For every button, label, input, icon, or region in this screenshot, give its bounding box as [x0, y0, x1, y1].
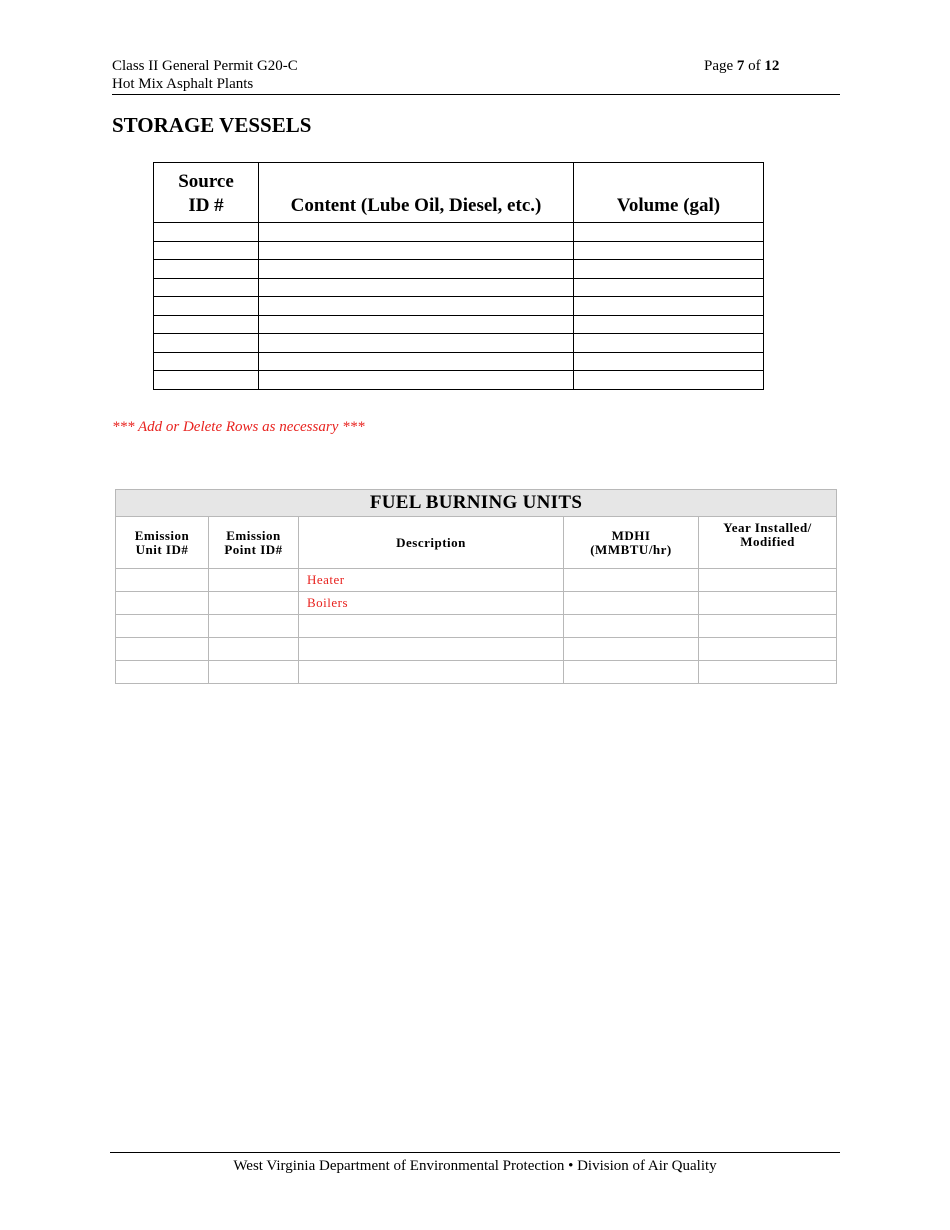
description-cell[interactable]	[299, 615, 564, 638]
emission-unit-cell[interactable]	[116, 661, 209, 684]
year-cell[interactable]	[699, 569, 837, 592]
source-id-cell[interactable]	[154, 297, 259, 316]
emission-point-cell[interactable]	[209, 661, 299, 684]
content-cell[interactable]	[259, 297, 574, 316]
table-row	[154, 260, 764, 279]
mdhi-cell[interactable]	[564, 615, 699, 638]
content-cell[interactable]	[259, 260, 574, 279]
volume-cell[interactable]	[574, 260, 764, 279]
storage-header-row	[154, 163, 764, 223]
source-id-cell[interactable]	[154, 371, 259, 390]
emission-point-cell[interactable]	[209, 638, 299, 661]
footer-text: West Virginia Department of Environmental Protection • Division of Air Quality	[233, 1158, 717, 1174]
source-id-cell[interactable]	[154, 278, 259, 297]
emission-unit-cell[interactable]	[116, 592, 209, 615]
mdhi-cell[interactable]	[564, 592, 699, 615]
col-source-id: Source ID #	[154, 163, 259, 223]
fuel-title-row	[116, 490, 837, 517]
source-id-cell[interactable]	[154, 241, 259, 260]
emission-point-cell[interactable]	[209, 592, 299, 615]
page-total: 12	[764, 58, 780, 74]
emission-point-cell[interactable]	[209, 615, 299, 638]
table-row	[116, 592, 837, 615]
table-row	[154, 223, 764, 242]
mdhi-cell[interactable]	[564, 569, 699, 592]
year-cell[interactable]	[699, 615, 837, 638]
content-cell[interactable]	[259, 371, 574, 390]
table-row	[154, 315, 764, 334]
table-row	[154, 297, 764, 316]
volume-cell[interactable]	[574, 334, 764, 353]
fuel-burning-units-table	[115, 489, 837, 684]
volume-cell[interactable]	[574, 278, 764, 297]
description-cell[interactable]: Boilers	[299, 592, 564, 615]
volume-cell[interactable]	[574, 223, 764, 242]
content-cell[interactable]	[259, 223, 574, 242]
permit-subtitle: Hot Mix Asphalt Plants	[112, 76, 254, 92]
mdhi-cell[interactable]	[564, 638, 699, 661]
volume-cell[interactable]	[574, 241, 764, 260]
table-row	[116, 569, 837, 592]
mdhi-cell[interactable]	[564, 661, 699, 684]
page-label: Page	[704, 58, 737, 74]
col-emission-point-id: Emission Point ID#	[209, 517, 299, 569]
page-number	[704, 57, 779, 75]
page-of: of	[744, 58, 765, 74]
source-id-cell[interactable]	[154, 334, 259, 353]
table-row	[154, 241, 764, 260]
page-footer	[110, 1152, 840, 1175]
fuel-header-row	[116, 517, 837, 569]
volume-cell[interactable]	[574, 315, 764, 334]
source-id-cell[interactable]	[154, 260, 259, 279]
page-header	[112, 57, 840, 95]
content-cell[interactable]	[259, 241, 574, 260]
year-cell[interactable]	[699, 661, 837, 684]
storage-vessels-table	[153, 162, 764, 390]
source-id-cell[interactable]	[154, 352, 259, 371]
emission-unit-cell[interactable]	[116, 569, 209, 592]
col-mdhi: MDHI (MMBTU/hr)	[564, 517, 699, 569]
storage-vessels-title: STORAGE VESSELS	[112, 113, 312, 137]
table-row	[116, 638, 837, 661]
table-row	[154, 278, 764, 297]
year-cell[interactable]	[699, 592, 837, 615]
table-row	[116, 615, 837, 638]
description-cell[interactable]	[299, 638, 564, 661]
col-content: Content (Lube Oil, Diesel, etc.)	[259, 163, 574, 223]
source-id-cell[interactable]	[154, 315, 259, 334]
content-cell[interactable]	[259, 352, 574, 371]
table-row	[116, 661, 837, 684]
table-row	[154, 371, 764, 390]
description-cell[interactable]: Heater	[299, 569, 564, 592]
emission-point-cell[interactable]	[209, 569, 299, 592]
permit-title	[112, 57, 298, 93]
source-id-cell[interactable]	[154, 223, 259, 242]
emission-unit-cell[interactable]	[116, 638, 209, 661]
page-current: 7	[736, 58, 745, 74]
description-cell[interactable]	[299, 661, 564, 684]
col-year-installed: Year Installed/ Modified	[699, 517, 837, 569]
volume-cell[interactable]	[574, 371, 764, 390]
permit-name: Class II General Permit G20-C	[112, 58, 298, 74]
table-row	[154, 352, 764, 371]
col-volume: Volume (gal)	[574, 163, 764, 223]
emission-unit-cell[interactable]	[116, 615, 209, 638]
year-cell[interactable]	[699, 638, 837, 661]
col-description: Description	[299, 517, 564, 569]
table-row	[154, 334, 764, 353]
add-delete-rows-note: *** Add or Delete Rows as necessary ***	[112, 419, 365, 435]
fuel-burning-units-title: FUEL BURNING UNITS	[116, 490, 837, 517]
content-cell[interactable]	[259, 278, 574, 297]
content-cell[interactable]	[259, 315, 574, 334]
volume-cell[interactable]	[574, 352, 764, 371]
col-emission-unit-id: Emission Unit ID#	[116, 517, 209, 569]
content-cell[interactable]	[259, 334, 574, 353]
volume-cell[interactable]	[574, 297, 764, 316]
